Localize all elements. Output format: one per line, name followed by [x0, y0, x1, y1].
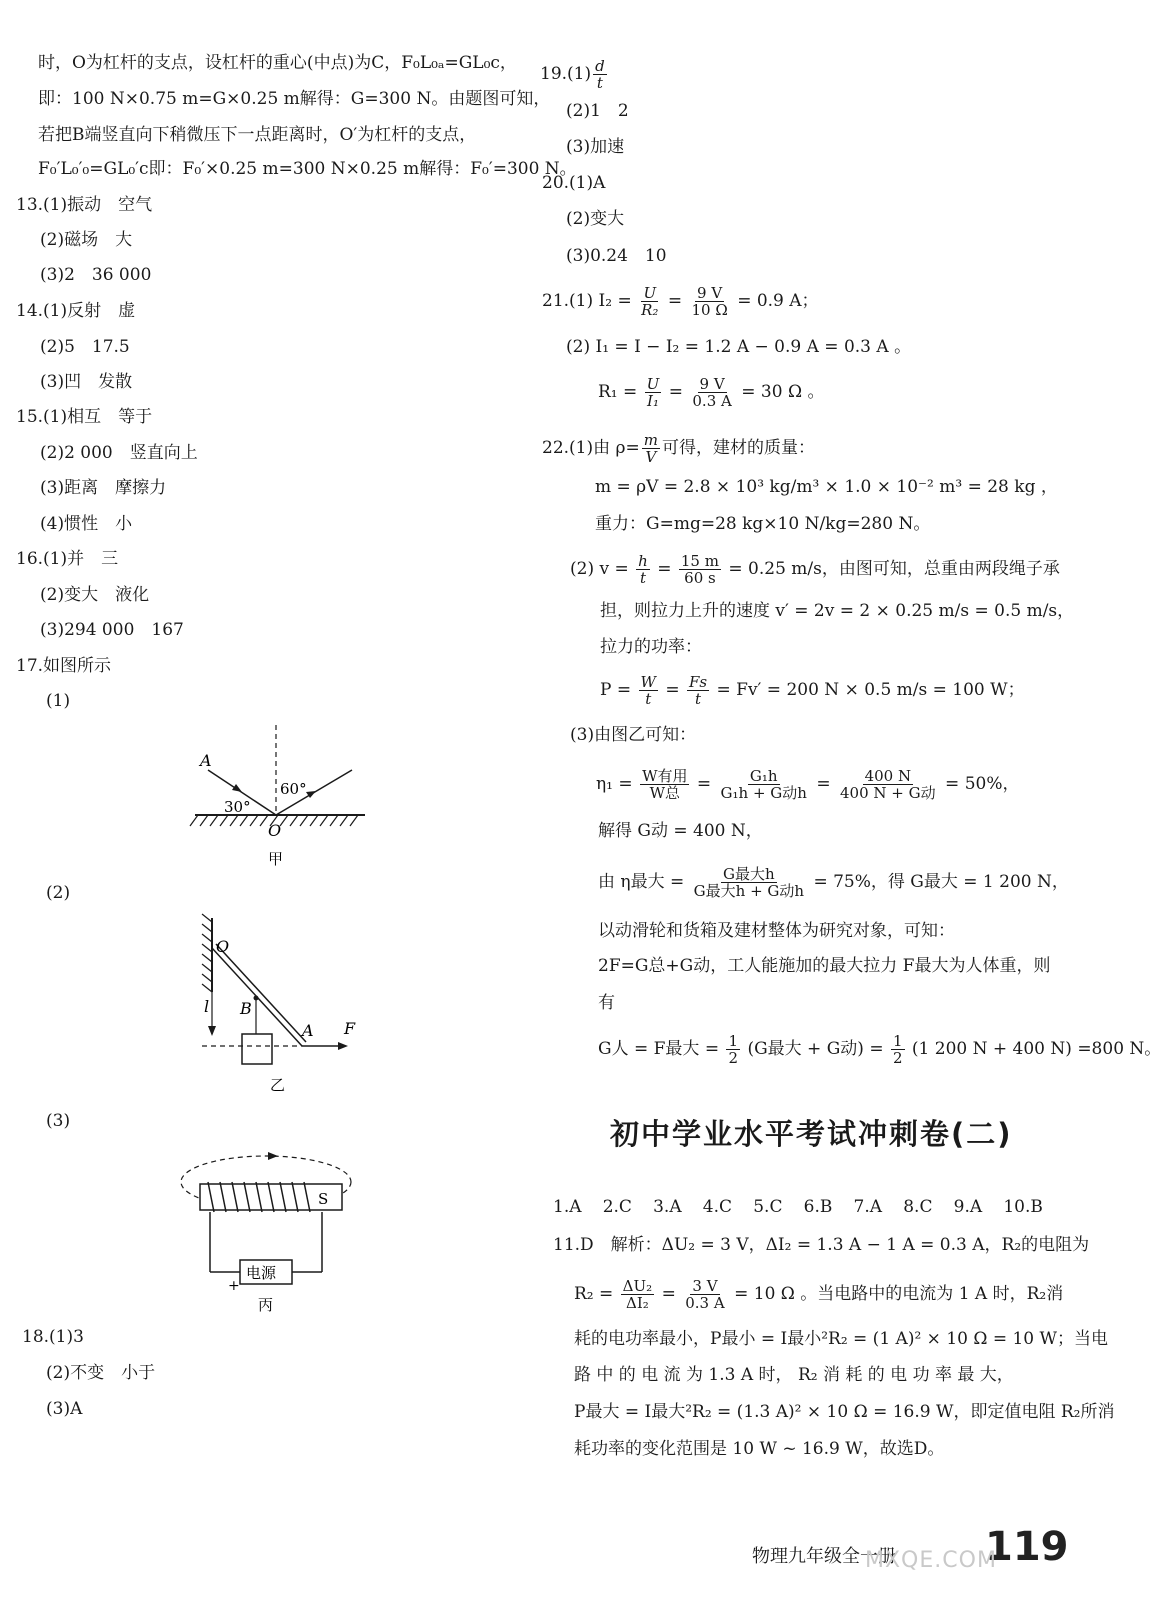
- mc-answer: 5.C: [753, 1197, 783, 1217]
- text-line: 解得 G动 = 400 N，: [598, 821, 763, 841]
- answer-14: 14.(1)反射 虚: [16, 301, 136, 321]
- answer-22-1: 22.(1)由 ρ= $\frac{m}{V}$ 可得，建材的质量：: [542, 431, 815, 466]
- label-l: l: [204, 997, 210, 1016]
- answer-17: 17.如图所示: [16, 656, 112, 676]
- text-line: 若把B端竖直向下稍微压下一点距离时，O′为杠杆的支点，: [38, 125, 477, 145]
- watermark: MXQE.COM: [865, 1548, 997, 1573]
- answer-19: 19.(1) $\frac{d}{t}$: [540, 57, 605, 92]
- answer-18: 18.(1)3: [22, 1327, 84, 1347]
- label-plus: +: [228, 1278, 240, 1294]
- caption-yi: 乙: [270, 1076, 286, 1094]
- answer-22-3: (3)由图乙可知：: [570, 725, 697, 745]
- resistance-line: R₂ = $\frac{\text{ΔU₂}}{\text{ΔI₂}}$ = $\frac{3 V}{0.3 A}$ = 10 Ω 。当电路中的电流为 1 A 时，R₂消: [574, 1277, 1064, 1312]
- text-line: 即：100 N×0.75 m=G×0.25 m解得：G=300 N。由题图可知，: [38, 89, 551, 109]
- text-line: 拉力的功率：: [600, 637, 702, 657]
- answer-15: 15.(1)相互 等于: [16, 407, 153, 427]
- caption-bing: 丙: [258, 1296, 274, 1314]
- label-f: F: [344, 1019, 356, 1038]
- answer-16-2: (2)变大 液化: [40, 585, 150, 605]
- answer-13: 13.(1)振动 空气: [16, 195, 153, 215]
- answer-21-2: (2) I₁ = I − I₂ = 1.2 A − 0.9 A = 0.3 A 。: [566, 337, 912, 357]
- answer-20: 20.(1)A: [542, 173, 606, 193]
- answer-13-3: (3)2 36 000: [40, 265, 152, 285]
- book-title: 物理九年级全一册: [752, 1546, 896, 1567]
- text-line: 有: [598, 993, 615, 1013]
- label-power: 电源: [246, 1264, 277, 1282]
- answer-11: 11.D 解析：ΔU₂ = 3 V，ΔI₂ = 1.3 A − 1 A = 0.3 A，R₂的电阻为: [553, 1235, 1090, 1255]
- mc-answer: 6.B: [803, 1197, 833, 1217]
- mc-answer: 9.A: [953, 1197, 983, 1217]
- mc-answer: 3.A: [653, 1197, 682, 1217]
- mass-line: m = ρV = 2.8 × 10³ kg/m³ × 1.0 × 10⁻² m³ = 28 kg ，: [595, 477, 1058, 497]
- answer-18-2: (2)不变 小于: [46, 1363, 156, 1383]
- label-a: A: [302, 1021, 314, 1040]
- answer-15-4: (4)惯性 小: [40, 514, 133, 534]
- text-line: 耗的电功率最小，P最小 = I最小²R₂ = (1 A)² × 10 Ω = 10 W；当电: [574, 1329, 1109, 1349]
- answer-21-3: R₁ = $\frac{U}{\text{I₁}}$ = $\frac{9 V}{0.3 A}$ = 30 Ω 。: [598, 375, 825, 410]
- answer-17-1-label: (1): [46, 691, 71, 711]
- label-s: S: [318, 1190, 329, 1208]
- answer-22-2: (2) v = $\frac{h}{t}$ = $\frac{15 m}{60 s}$ = 0.25 m/s，由图可知，总重由两段绳子承: [570, 552, 1060, 587]
- section-title: 初中学业水平考试冲刺卷(二): [610, 1117, 1013, 1151]
- page-number: 119: [985, 1524, 1069, 1570]
- answer-17-2-label: (2): [46, 883, 71, 903]
- text-line: F₀′L₀′₀=GL₀′c即：F₀′×0.25 m=300 N×0.25 m解得：F₀′=300 N。: [38, 159, 577, 179]
- answer-16-3: (3)294 000 167: [40, 620, 184, 640]
- text-line: 路 中 的 电 流 为 1.3 A 时， R₂ 消 耗 的 电 功 率 最 大，: [574, 1365, 1014, 1385]
- answer-15-3: (3)距离 摩擦力: [40, 478, 167, 498]
- solenoid-diagram: [170, 1140, 370, 1320]
- text-line: 耗功率的变化范围是 10 W ~ 16.9 W，故选D。: [574, 1439, 945, 1459]
- multiple-choice-answers: [553, 1196, 1043, 1218]
- answer-20-2: (2)变大: [566, 209, 625, 229]
- angle-60: 60°: [280, 780, 307, 798]
- mc-answer: 1.A: [553, 1197, 582, 1217]
- answer-13-2: (2)磁场 大: [40, 230, 133, 250]
- caption-jia: 甲: [268, 850, 284, 868]
- text-line: P最大 = I最大²R₂ = (1.3 A)² × 10 Ω = 16.9 W，即定值电阻 R₂所消: [574, 1402, 1115, 1422]
- label-o: O: [268, 821, 282, 840]
- label-b: B: [240, 999, 252, 1018]
- efficiency-line: η₁ = $\frac{\text{W有用}}{\text{W总}}$ = $\frac{\text{G₁h}}{\text{G₁h + G动h}}$ = $\frac{400 N}{\text{400 N + G动}}$ = 50%，: [596, 767, 1020, 802]
- max-efficiency-line: 由 η最大 = $\frac{\text{G最大h}}{\text{G最大h + G动h}}$ = 75%，得 G最大 = 1 200 N，: [598, 865, 1069, 900]
- mc-answer: 10.B: [1003, 1197, 1043, 1217]
- answer-19-2: (2)1 2: [566, 101, 629, 121]
- answer-21-1: 21.(1) I₂ = $\frac{U}{\text{R₂}}$ = $\frac{9 V}{10 \Omega}$ = 0.9 A；: [542, 284, 819, 319]
- gravity-line: 重力：G=mg=28 kg×10 N/kg=280 N。: [595, 514, 931, 534]
- final-line: G人 = F最大 = $\frac{1}{2}$ (G最大 + G动) = $\frac{1}{2}$ (1 200 N + 400 N) =800 N。: [598, 1032, 1161, 1067]
- answer-15-2: (2)2 000 竖直向上: [40, 443, 198, 463]
- answer-18-3: (3)A: [46, 1399, 83, 1419]
- angle-30: 30°: [224, 798, 251, 816]
- reflection-diagram: [180, 720, 380, 870]
- answer-17-3-label: (3): [46, 1111, 71, 1131]
- power-line: P = $\frac{W}{t}$ = $\frac{Fs}{t}$ = Fv′ = 200 N × 0.5 m/s = 100 W；: [600, 673, 1025, 708]
- answer-19-3: (3)加速: [566, 137, 625, 157]
- label-o: O: [216, 937, 230, 956]
- lever-diagram: [190, 910, 380, 1100]
- text-line: 2F=G总+G动，工人能施加的最大拉力 F最大为人体重，则: [598, 956, 1051, 976]
- answer-16: 16.(1)并 三: [16, 549, 119, 569]
- text-line: 担，则拉力上升的速度 v′ = 2v = 2 × 0.25 m/s = 0.5 m/s，: [600, 601, 1075, 621]
- answer-14-2: (2)5 17.5: [40, 337, 130, 357]
- mc-answer: 4.C: [702, 1197, 733, 1217]
- text-line: 时，O为杠杆的支点，设杠杆的重心(中点)为C，F₀L₀ₐ=GL₀c，: [38, 53, 517, 73]
- mc-answer: 8.C: [903, 1197, 933, 1217]
- mc-answer: 7.A: [853, 1197, 883, 1217]
- answer-20-3: (3)0.24 10: [566, 246, 667, 266]
- answer-14-3: (3)凹 发散: [40, 372, 133, 392]
- mc-answer: 2.C: [602, 1197, 632, 1217]
- label-a: A: [200, 751, 212, 770]
- text-line: 以动滑轮和货箱及建材整体为研究对象，可知：: [598, 921, 955, 941]
